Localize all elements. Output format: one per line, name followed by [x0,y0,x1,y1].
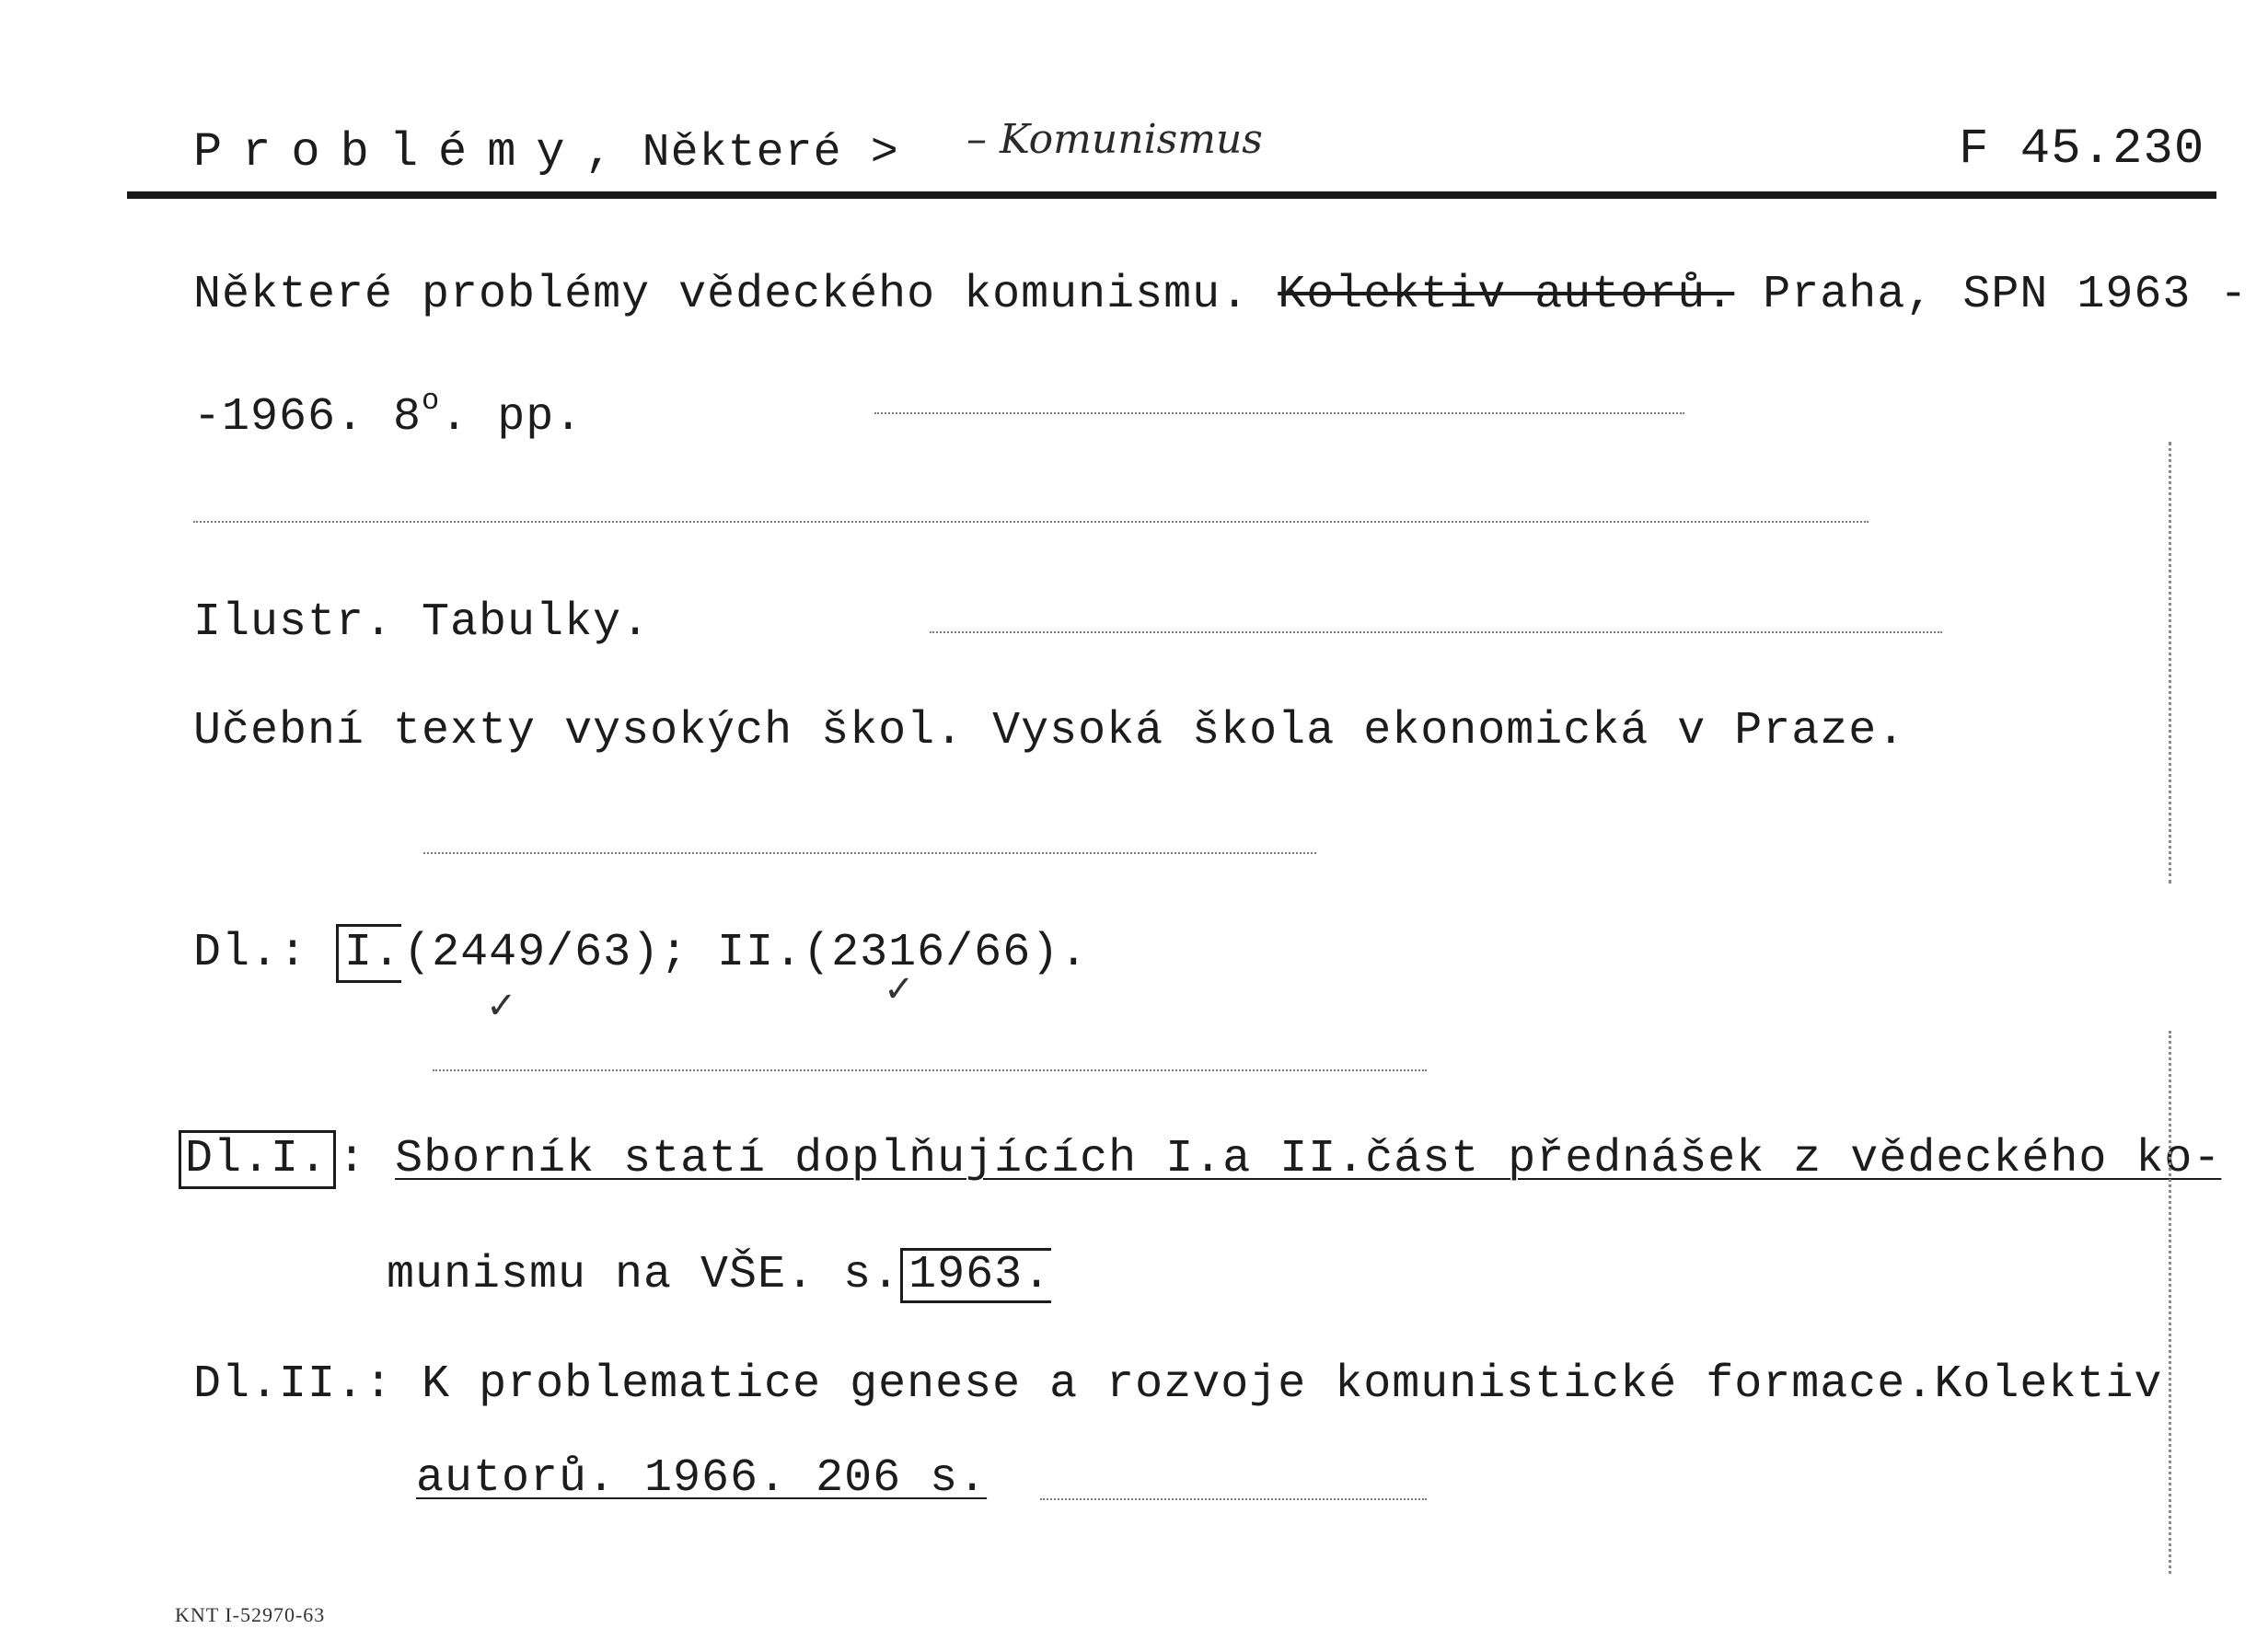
edge-marks [2169,1031,2171,1574]
volumes-label: Dl.: [193,927,308,979]
dotted-rule [874,412,1684,414]
dotted-rule [930,631,1942,633]
part-1-colon: : [338,1133,367,1185]
part-1-title: Sborník statí doplňujících I.a II.část přednášek z vědeckého ko- [395,1133,2222,1185]
handwritten-annotation: – Komunismus [966,116,1263,163]
volume-1-number: (2449/63); [403,927,689,979]
entry-pages: . pp. [440,391,584,444]
entry-line-1 [193,269,2249,321]
struck-author: Kolektiv autorů. [1278,269,1735,321]
call-number: F 45.230 [1959,121,2205,178]
series-statement: Učební texty vysokých škol. Vysoká škola ekonomická v Praze. [193,705,1906,757]
volumes-line [193,924,1088,983]
printer-code: KNT I-52970-63 [175,1603,326,1626]
illustrations-note: Ilustr. Tabulky. [193,596,651,649]
dotted-rule [423,852,1316,854]
dotted-rule [433,1069,1427,1071]
format-superscript: o [422,384,441,418]
heading-title-rest: , Některé > [584,127,899,179]
volume-2: II.(2316/66). [717,927,1089,979]
entry-imprint: Praha, SPN 1963 - [1763,269,2249,321]
check-mark-icon: ✓ [486,985,517,1027]
entry-dates: -1966. 8 [193,391,422,444]
part-1-line-2 [387,1248,1051,1303]
dotted-rule [193,521,1869,523]
part-2-label: Dl.II.: [193,1358,394,1411]
part-2-title: K problematice genese a rozvoje komunistické formace.Kolektiv [422,1358,2163,1411]
volume-1: I. [336,924,401,983]
dotted-rule [1040,1498,1427,1500]
edge-marks [2169,442,2171,884]
part-2-line-2 [416,1452,988,1505]
entry-line-2 [193,384,584,444]
heading-rule [127,191,2216,199]
part-1-year: 1963. [900,1248,1051,1303]
check-mark-icon: ✓ [884,968,915,1011]
part-1-line-1 [179,1130,2221,1189]
part-2-line-1 [193,1358,2163,1411]
entry-title: Některé problémy vědeckého komunismu. [193,269,1250,321]
part-1-title-cont: munismu na VŠE. s. [387,1249,901,1301]
heading-title: Problémy [193,125,585,179]
part-2-title-cont: autorů. 1966. 206 s. [416,1452,988,1505]
heading-line [193,125,899,179]
part-1-label: Dl.I. [179,1130,336,1189]
